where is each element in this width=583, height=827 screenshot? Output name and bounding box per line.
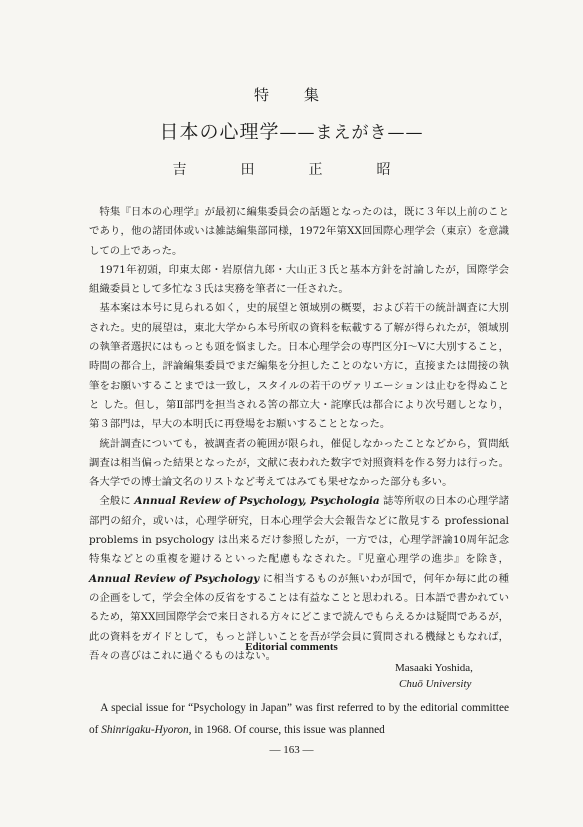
paragraph-3 (89, 299, 509, 434)
journal-name: Annual Review of Psychology (89, 572, 260, 585)
title-main: 日本の心理学 (159, 121, 280, 143)
paragraph-text: に相当するものが無いわが国で，何年か毎に此の種の企画をして，学会全体の反省をすることは有益なことと思われる。日本語で書かれているため，第XX回国際学会で来日される方々にどこまで読んでもらえるかは疑問であるが，此の資料をガイドとして，もっと詳しいことを吾が学会員に質問される機縁ともなれば，吾々の喜びはこれに過ぐるものはない。 (89, 572, 510, 662)
journal-name: Shinrigaku-Hyoron, (101, 724, 192, 736)
paragraph-text: 誌等所収の日本の心理学諸部門の紹介，或いは，心理学研究，日本心理学会大会報告などに散見する professional problems in psychology は出来るだけ参照したが，一方では，心理学評論10周年記念特集などとの重複を避けるといった配慮もなされた。『児童心理学の進歩』を除き， (89, 495, 509, 566)
author-english-name: Masaaki Yoshida, (395, 662, 473, 674)
paragraph-text: 1971年初頭，印東太郎・岩原信九郎・大山正３氏と基本方針を討論したが，国際学会組織委員として多忙な３氏は実務を筆者に一任された。 (89, 263, 509, 296)
editorial-heading: Editorial comments (245, 641, 338, 653)
paragraph-text: A special issue for “Psychology in Japan” was first referred to by the editorial committee of (89, 702, 509, 736)
author-name: 吉 田 正 昭 (172, 162, 411, 178)
paragraph-text: in 1968. Of course, this issue was planned (191, 724, 385, 736)
paragraph-text: 統計調査についても，被調査者の範囲が限られ，催促しなかったことなどから，質問紙調査は相当偏った結果となったが，文献に表われた数字で対照資料を作る努力は行った。各大学での博士論文名のリストなど考えてはみても果せなかった部分も多い。 (89, 437, 509, 489)
page-number: — 163 — (269, 744, 314, 756)
journal-name: Annual Review of Psychology, Psychologia (134, 495, 380, 508)
paragraph-text: 特集『日本の心理学』が最初に編集委員会の話題となったのは，既に３年以上前のことであり，他の諸団体或いは雑誌編集部同様，1972年第XX回国際心理学会（東京）を意識しての上であった。 (89, 206, 509, 257)
paragraph-2 (89, 261, 509, 300)
university-name: Chuō University (399, 678, 472, 690)
special-issue-label: 特 集 (253, 86, 329, 104)
paragraph-1 (89, 203, 509, 261)
paragraph-text: 全般に (99, 495, 135, 508)
japanese-body (89, 203, 509, 666)
title-subtitle: ——まえがき—— (279, 123, 424, 143)
paragraph-4 (89, 435, 509, 493)
author-affiliation (395, 660, 515, 692)
article-title (0, 117, 583, 144)
english-body (89, 697, 509, 741)
paragraph-text: 基本案は本号に見られる如く，史的展望と領域別の概要，および若干の統計調査に大別された。史的展望は，東北大学から本号所収の資料を転載する了解が得られたが，領域別の執筆者選択にはもっとも頭を悩ました。日本心理学会の専門区分Ⅰ～Ⅴに大別すること，時間の都合上，評論編集委員でまだ編集を分担したことのない方に，直接または間接の執筆をお願いすることまでは一致し，スタイルの若干のヴァリエーションは止むを得ぬことと した。但し，第Ⅱ部門を担当される筈の都立大・詫摩氏は都合により次号廻しとなり，第３部門は，早大の本明氏に再登場をお願いすることとなった。 (89, 302, 509, 431)
english-paragraph (89, 697, 509, 741)
